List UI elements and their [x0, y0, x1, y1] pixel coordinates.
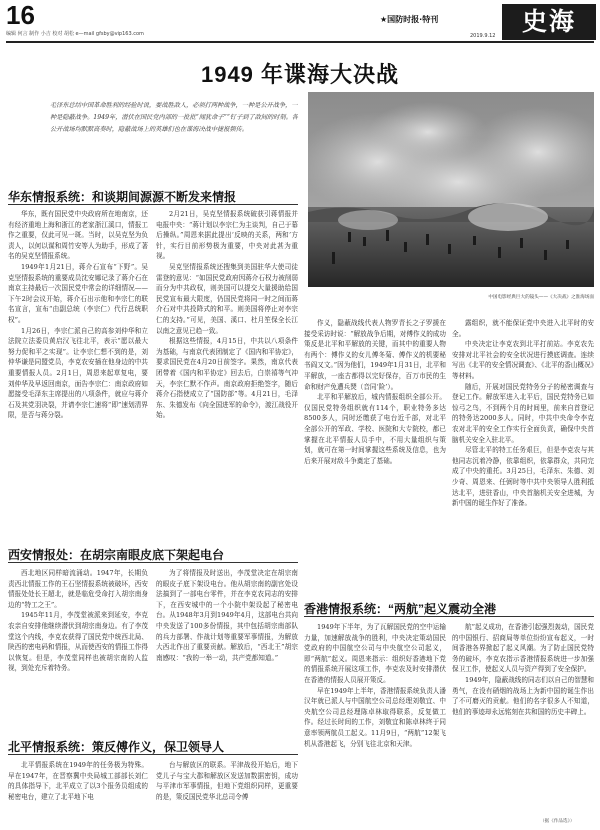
- article-paragraph: 西北地区同样暗流涌动。1947年，长期负责西北情报工作的王石坚情报系统被破坏，西安情报处处长王超北，就是临危受命打入胡宗南身边的“特工之王”。: [8, 569, 148, 609]
- article-paragraph: 为了将情报及时送出，李茂堂决定在胡宗南的眼皮子底下架设电台。他从胡宗南的副官处设法搞到了一部电台零件，并在李克农同志的安排下，在西安城中的一个小院中架设起了秘密电台。从1948年3月到1949年4月，这部电台共向中央发送了100多份情报，其中包括胡宗南部队的兵力部署、作战计划等重要军事情报，为解放大西北作出了重要贡献。解放后，“西北王”胡宗南感叹：“我的一举一动，共产党都知道。”: [156, 569, 298, 662]
- battle-photo: [308, 92, 594, 287]
- article-paragraph: 北平和平解放后，城内情报组织全部公开。仅国民党特务组织就有114个，职业特务多达8500多人，同时还缴获了电台近千部，对北平全部公开的军政、学校、医院和大专院校，都已掌握在北平情报人员手中，不用大量组织与策划，就可在第一时间掌握这些系统及信息，也为后来开展对敌斗争奠定了基础。: [304, 393, 446, 465]
- article-paragraph: 中央决定让李克农到北平打前站。李克农先安排对北平社会的安全状况进行摸底调查。连续写出《北平的安全情况调查》、《北平的香山概况》等材料。: [452, 340, 594, 380]
- article-paragraph: 作义，隐蔽战线代表人物罗青长之子罗援在接受采访时说：“解放战争后期，对傅作义的成功策反是北平和平解放的关键，而其中的重要人物有两个：傅作义的女儿傅冬菊、傅作义的机要秘书阎又文。”因为他们，1949年1月31日，北平和平解放，一座古都得以完好保存，百万市民的生命和财产免遭兵燹（音同‘险’）。: [304, 319, 446, 391]
- article-paragraph: 华东，既有国民党中央政府所在地南京，还有经济重地上海和浙江的老家浙江溪口，情报工作之重要，仅此可见一斑。当时，以吴克坚为负责人，以何以谋和周竹安等人为助手，形成了著名的吴克坚情报系统。: [8, 210, 148, 261]
- header-rule: [6, 41, 594, 43]
- issue-date: 2019.9.12: [470, 33, 496, 39]
- page-header: [0, 0, 600, 44]
- article-paragraph: 北平情报系统在1949年的任务极为特殊。早在1947年，在晋察冀中央局城工部部长刘仁的具体指导下，北平成立了以3个报务员组成的秘密电台，建立了北平地下电: [8, 761, 148, 801]
- article-paragraph: 吴克坚情报系统还搜集到美国驻华大使司徒雷登的意见：“如国民党政府因蒋介石权力被削弱而分为中共政权，则美国可以提交大量援助给国民党宣布最大限度，仍国民党将同一时之间而蒋介石对中共投降式的和平。则美国将停止对李宗仁的支持。”可见，美国、溪口、杜月笙保全长江以南之意见已趋一致。: [156, 262, 298, 335]
- article-column: [156, 760, 298, 826]
- section-rule: [304, 616, 594, 617]
- article-column: [304, 318, 446, 600]
- article-paragraph: 2月21日，吴克坚情报系统破获引蒋情报并电报中央：“蒋计划以李宗仁为主谈判，自己于幕后操纵。”周恩来据此提出‘反映的关系，两和’方针，实行目前形势极为重要，中央对此甚为重视。: [156, 210, 298, 261]
- section-rule: [8, 754, 298, 755]
- article-paragraph: 根据这些情报，4月15日，中共以八项条件为基础，与南京代表团制定了《国内和平协定》，要求国民党在4月20日前签字。果然，南京代表团带着《国内和平协定》回去后，白崇禧等气冲天，李宗仁默不作声。南京政府拒绝签字，随后蒋介石指使成立了“国防部”等。4月21日，毛泽东、朱德发布《向全国进军的命令》，渡江战役开始。: [156, 337, 298, 420]
- article-paragraph: 露组织，就不能保证党中央进入北平时的安全。: [452, 319, 594, 338]
- article-column: [452, 622, 594, 818]
- battle-photo-illustration: [308, 92, 594, 287]
- section-tag: ★国防时报·特刊: [380, 15, 439, 24]
- column-badge: 史海: [502, 4, 596, 40]
- article-paragraph: 早在1949年上半年，香港情报系统负责人潘汉年就已派人与中国航空公司总经理刘敬宜、中央航空公司总经理陈卓林取得联系，反复做工作。经过长时间的工作，刘敬宜和陈卓林终于同意率领两航员工起义。11月9日，“两航”12架飞机从香港起飞，分别飞往北京和天津。: [304, 686, 446, 748]
- editor-credits: 编辑 何言 制作 小吉 校对 胡松 e—mail gfsby@vip163.com: [6, 31, 144, 37]
- section-heading-xianggang: 香港情报系统：“两航”起义震动全港: [304, 602, 497, 616]
- section-heading-xian: 西安情报处：在胡宗南眼皮底下架起电台: [8, 548, 225, 562]
- article-paragraph: 1月26日，李宗仁派自己的高参刘仲华和立法院立法委员黄启汉飞往北平，表示“愿以最大努力促和平之实现”。让李宗仁想不到的是，刘仲华谦是同盟党员，李克农安插在他身边的中共重要情报人员。2月1日，周恩来起草复电，要刘仲华及早返回南京，面告李宗仁：南京政府如愿接受毛泽东主席提出的八项条件，就应与蒋介石及其党羽决裂，并请李宗仁速将“即”速划清界限，是否与蒋分裂。: [8, 326, 148, 420]
- article-paragraph: 航”起义成功，在香港引起强烈轰动，国民党的中国银行、招商局等单位纷纷宣布起义，一时间香港各界掀起了起义风潮。为了防止国民党特务的破坏，李克农指示香港情报系统进一步加强保卫工作，使起义人员与资产得到了安全保护。: [452, 623, 594, 674]
- page-number: 16: [6, 0, 35, 30]
- photo-caption: 中国电影经典巨大的镜头——《大决战》之淮海场面: [488, 295, 594, 300]
- section-rule: [8, 562, 298, 563]
- article-column: [8, 209, 148, 544]
- article-paragraph: 随后，开展对国民党特务分子的秘密调查与登记工作。解放军进入北平后，国民党特务已如惊弓之鸟，不到两个月的时间里，前来自首登记的特务达2000多人。同时，中共中央命令李克农对北平的安全工作实行全面负责，确保中央首脑机关安全入驻北平。: [452, 382, 594, 444]
- main-title: 1949 年谍海大决战: [200, 62, 400, 87]
- article-column: [304, 622, 446, 826]
- section-heading-huadong: 华东情报系统：和谈期间源源不断发来情报: [8, 190, 237, 204]
- article-source: （据《作品选》）: [540, 819, 575, 824]
- article-column: [452, 318, 594, 600]
- article-column: [156, 568, 298, 728]
- lead-paragraph: 毛泽东总结中国革命胜利的经验时说，要战胜敌人，必须打两种战争，一种是公开战争，一种是隐蔽战争。1949年，潜伏在国民党内部的一批批“闻犹命子”“钉子到了敌间的时刻。各公开战场均默默高奏时，隐蔽战场上的英雄们也在谍海决战中捷报频传。: [50, 102, 298, 133]
- article-paragraph: 1949年1月21日，蒋介石宣布“下野”。吴克坚情报系统的重要成员沈安娜记录了蒋介石在南京主持最后一次国民党中常会的详细情况——下午2时会议开始，蒋介石出示他和李宗仁的联名宣言，宣布“由副总统（李宗仁）代行总统职权”。: [8, 262, 148, 324]
- article-paragraph: 台与解放区的联系。平津战役开始后，地下党儿子与宝大郡和解放区发送加数据密钥，成功与平津市军事情报，但地下党组织同样，更重要的是，策反国民党华北总司令傅: [156, 761, 298, 801]
- article-paragraph: 1945年11月，李茂堂被派来到延安，李克农亲自安排他继续潜伏到胡宗南身边。有了李茂堂这个内线，李克农获得了国民党中统西北局、陕西的密电码和情报，从而使西安的情报工作得以恢复。但是，李茂堂同样也被胡宗南的人监视，到处充斥着特务。: [8, 611, 148, 673]
- article-paragraph: 1949年，隐蔽战线的同志们以自己的智慧和勇气，在没有硝烟的战场上为新中国的诞生作出了不可磨灭的贡献。他们的名字很多人不知道，他们的事迹却永远铭刻在共和国的历史丰碑上。: [452, 675, 594, 716]
- article-paragraph: 1949年下半年，为了瓦解国民党的空中运输力量，加速解放战争的胜利，中央决定策动国民党政府的中国航空公司与中央航空公司起义，即“两航”起义。周恩来指示：组织好香港地下党的情报系统开展这项工作，李克农及时安排潜伏在香港的情报人员展开策反。: [304, 623, 446, 684]
- section-rule: [8, 204, 298, 205]
- article-column: [8, 568, 148, 728]
- article-column: [8, 760, 148, 826]
- article-column: [156, 209, 298, 544]
- section-heading-beiping: 北平情报系统：策反傅作义，保卫领导人: [8, 740, 225, 754]
- article-paragraph: 尽管北平的特工任务艰巨，但是李克农与其他同志沉着冷静，依靠组织，依靠群众，共同完成了中央的重托。3月25日，毛泽东、朱德、刘少奇、周恩来、任弼时等中共中央领导人胜利抵达北平，进驻香山，中央首脑机关安全进城，为新中国的诞生作好了准备。: [452, 446, 594, 508]
